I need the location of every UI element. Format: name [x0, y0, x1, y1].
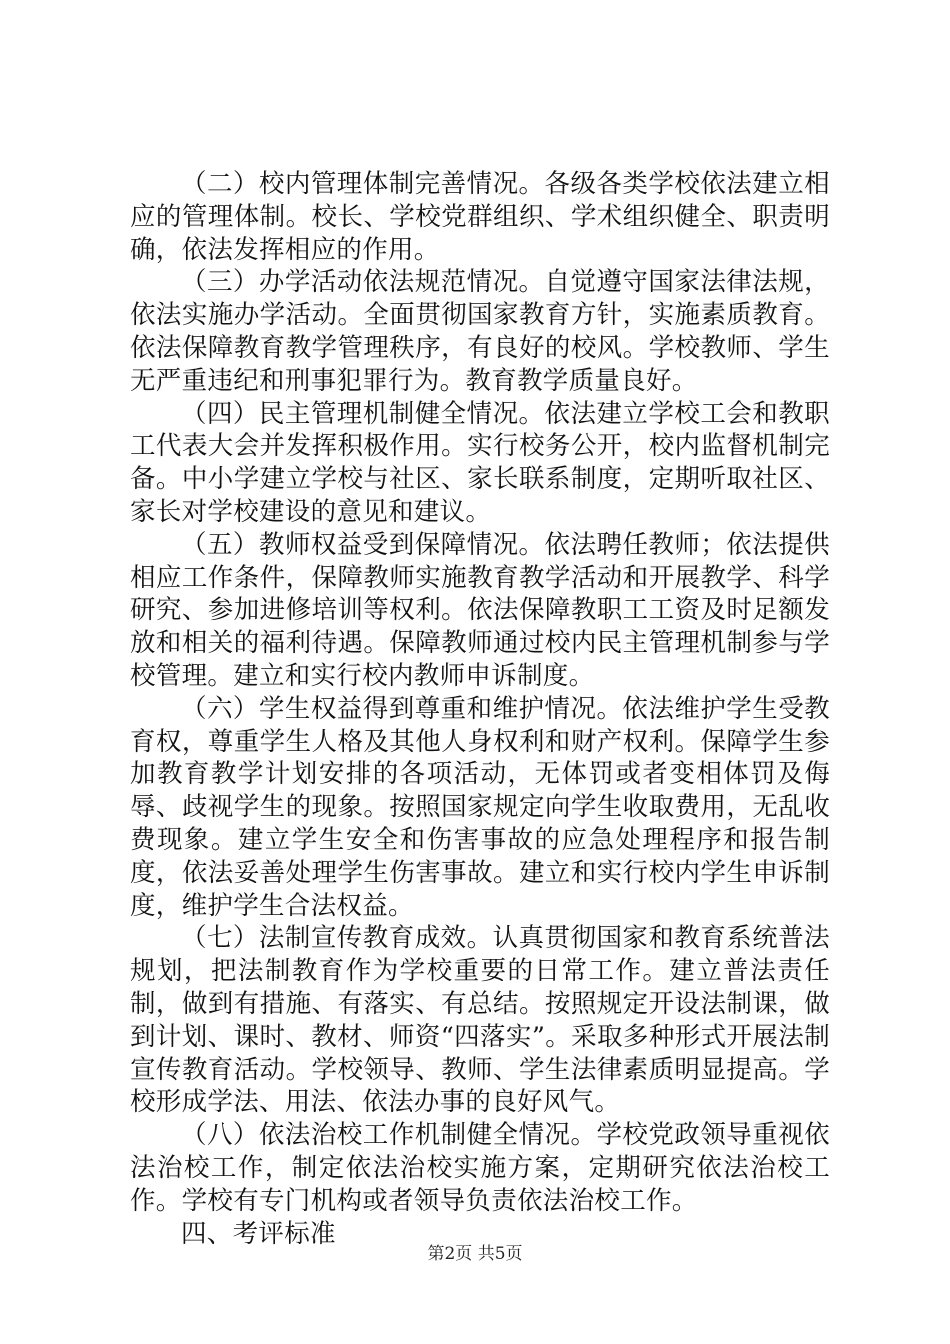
paragraph-section-3: （三）办学活动依法规范情况。自觉遵守国家法律法规，依法实施办学活动。全面贯彻国家教育方针，实施素质教育。依法保障教育教学管理秩序，有良好的校风。学校教师、学生无严重违纪和刑事犯罪行为。教育教学质量良好。 — [130, 267, 830, 396]
section-heading-evaluation-standards: 四、考评标准 — [181, 1218, 336, 1249]
page-number-footer: 第2页 共5页 — [427, 1244, 523, 1264]
paragraph-section-5: （五）教师权益受到保障情况。依法聘任教师；依法提供相应工作条件，保障教师实施教育教学活动和开展教学、科学研究、参加进修培训等权利。依法保障教职工工资及时足额发放和相关的福利待遇。保障教师通过校内民主管理机制参与学校管理。建立和实行校内教师申诉制度。 — [130, 529, 830, 691]
paragraph-section-2: （二）校内管理体制完善情况。各级各类学校依法建立相应的管理体制。校长、学校党群组织、学术组织健全、职责明确，依法发挥相应的作用。 — [130, 169, 830, 265]
paragraph-section-4: （四）民主管理机制健全情况。依法建立学校工会和教职工代表大会并发挥积极作用。实行校务公开，校内监督机制完备。中小学建立学校与社区、家长联系制度，定期听取社区、家长对学校建设的意见和建议。 — [130, 398, 830, 527]
paragraph-section-6: （六）学生权益得到尊重和维护情况。依法维护学生受教育权，尊重学生人格及其他人身权利和财产权利。保障学生参加教育教学计划安排的各项活动，无体罚或者变相体罚及侮辱、歧视学生的现象。按照国家规定向学生收取费用，无乱收费现象。建立学生安全和伤害事故的应急处理程序和报告制度，依法妥善处理学生伤害事故。建立和实行校内学生申诉制度，维护学生合法权益。 — [130, 693, 830, 921]
paragraph-section-8: （八）依法治校工作机制健全情况。学校党政领导重视依法治校工作，制定依法治校实施方案，定期研究依法治校工作。学校有专门机构或者领导负责依法治校工作。 — [130, 1120, 830, 1216]
document-body — [130, 168, 830, 1250]
paragraph-section-7: （七）法制宣传教育成效。认真贯彻国家和教育系统普法规划，把法制教育作为学校重要的日常工作。建立普法责任制，做到有措施、有落实、有总结。按照规定开设法制课，做到计划、课时、教材、师资“四落实”。采取多种形式开展法制宣传教育活动。学校领导、教师、学生法律素质明显提高。学校形成学法、用法、依法办事的良好风气。 — [130, 923, 830, 1118]
